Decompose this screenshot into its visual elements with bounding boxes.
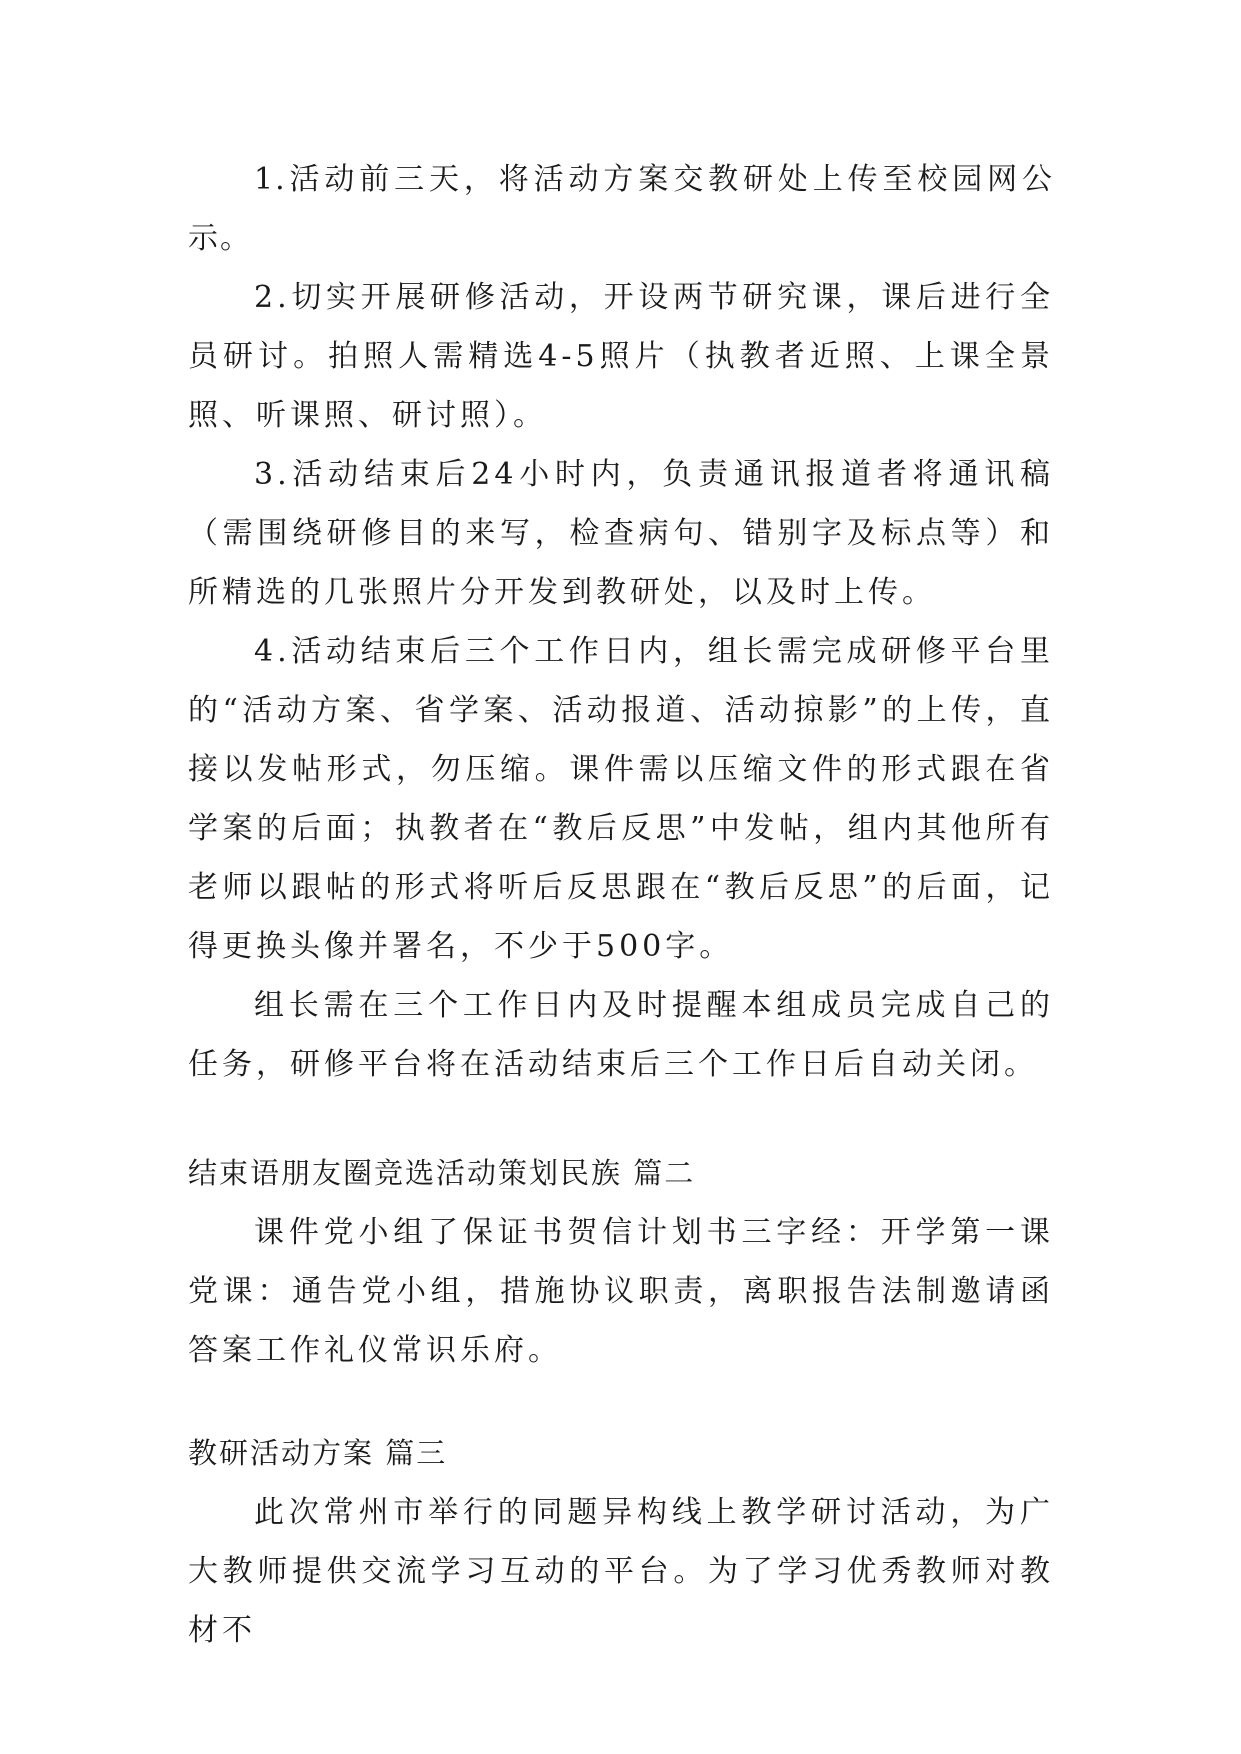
paragraph-reminder: 组长需在三个工作日内及时提醒本组成员完成自己的任务，研修平台将在活动结束后三个工作日后自动关闭。 [188,988,1054,1082]
paragraph-step-4: 4.活动结束后三个工作日内，组长需完成研修平台里的“活动方案、省学案、活动报道、活动掠影”的上传，直接以发帖形式，勿压缩。课件需以压缩文件的形式跟在省学案的后面；执教者在“教后反思”中发帖，组内其他所有老师以跟帖的形式将听后反思跟在“教后反思”的后面，记得更换头像并署名，不少于500字。 [188,634,1054,964]
paragraph-step-3: 3.活动结束后24小时内，负责通讯报道者将通讯稿（需围绕研修目的来写，检查病句、错别字及标点等）和所精选的几张照片分开发到教研处，以及时上传。 [188,457,1054,610]
paragraph-part3: 此次常州市举行的同题异构线上教学研讨活动，为广大教师提供交流学习互动的平台。为了学习优秀教师对教材不 [188,1495,1054,1648]
paragraph-part2: 课件党小组了保证书贺信计划书三字经：开学第一课党课：通告党小组，措施协议职责，离职报告法制邀请函答案工作礼仪常识乐府。 [188,1215,1054,1368]
paragraph-step-2: 2.切实开展研修活动，开设两节研究课，课后进行全员研讨。拍照人需精选4-5照片（执教者近照、上课全景照、听课照、研讨照）。 [188,280,1054,433]
spacer [188,1380,1054,1424]
section-title-part3: 教研活动方案 篇三 [188,1436,448,1470]
spacer [188,1094,1054,1144]
section-title-part2: 结束语朋友圈竞选活动策划民族 篇二 [188,1156,696,1190]
paragraph-step-1: 1.活动前三天，将活动方案交教研处上传至校园网公示。 [188,162,1054,256]
document-body [188,150,1054,1660]
